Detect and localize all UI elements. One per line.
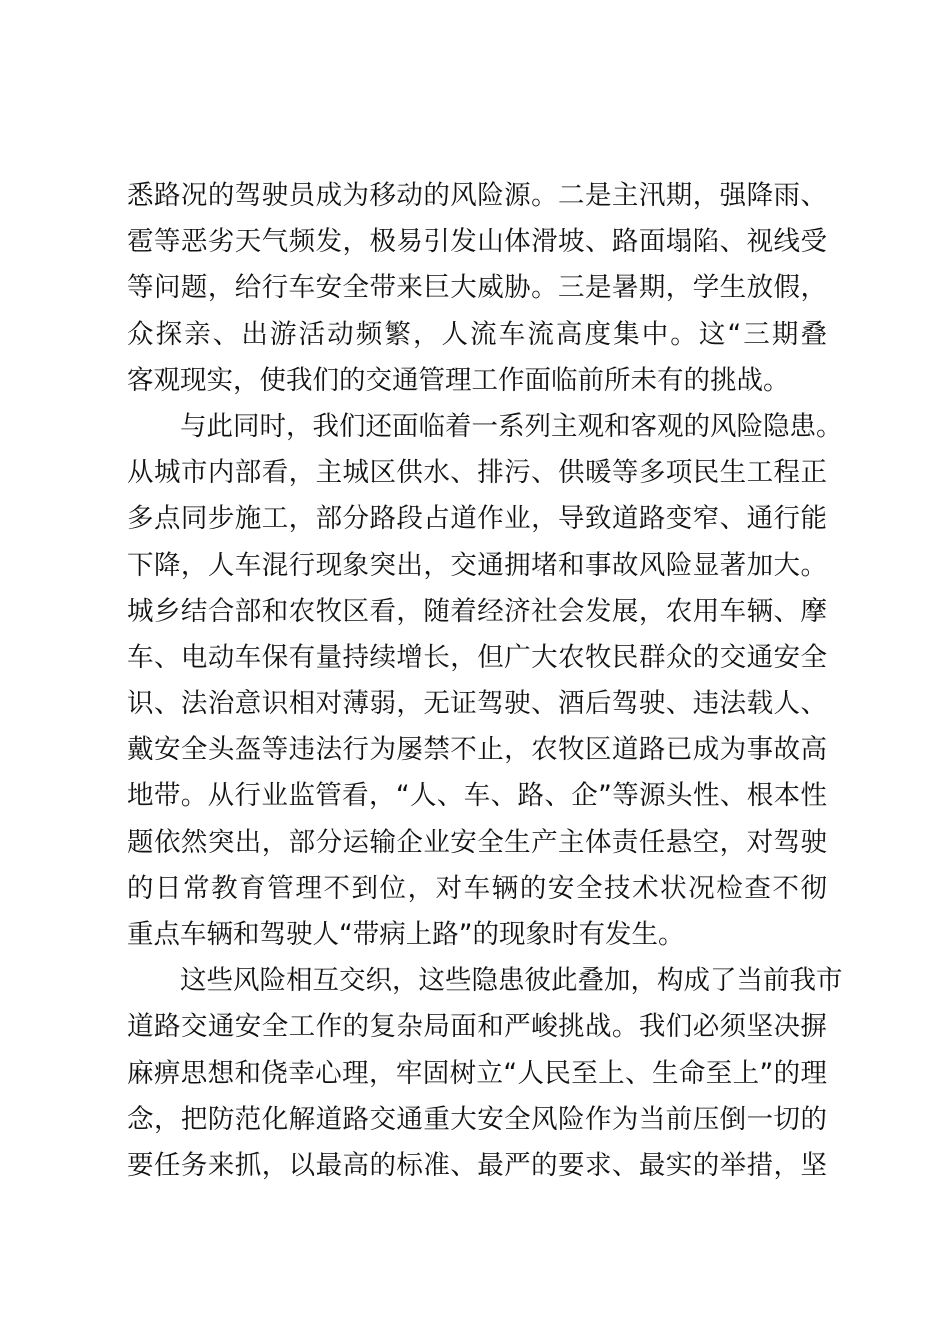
text-line: 悉路况的驾驶员成为移动的风险源。二是主汛期，强降雨、 [127,180,827,211]
text-line: 题依然突出，部分运输企业安全生产主体责任悬空，对驾驶 [127,826,827,858]
text-line: 识、法治意识相对薄弱，无证驾驶、酒后驾驶、违法载人、 [127,688,827,720]
text-line: 的日常教育管理不到位，对车辆的安全技术状况检查不彻 [127,872,827,904]
text-line: 念，把防范化解道路交通重大安全风险作为当前压倒一切的 [127,1103,827,1135]
text-line: 多点同步施工，部分路段占道作业，导致道路变窄、通行能 [127,503,827,535]
text-line: 城乡结合部和农牧区看，随着经济社会发展，农用车辆、摩 [127,595,827,627]
text-line: 地带。从行业监管看，“人、车、路、企”等源头性、根本性 [127,780,827,812]
text-line: 雹等恶劣天气频发，极易引发山体滑坡、路面塌陷、视线受 [127,226,827,258]
text-line: 戴安全头盔等违法行为屡禁不止，农牧区道路已成为事故高 [127,734,827,766]
text-line: 道路交通安全工作的复杂局面和严峻挑战。我们必须坚决摒 [127,1011,827,1043]
text-line: 等问题，给行车安全带来巨大威胁。三是暑期，学生放假， [127,272,827,304]
text-line: 车、电动车保有量持续增长，但广大农牧民群众的交通安全 [127,641,827,673]
text-line: 下降，人车混行现象突出，交通拥堵和事故风险显著加大。 [127,549,827,581]
text-line: 麻痹思想和侥幸心理，牢固树立“人民至上、生命至上”的理 [127,1057,827,1089]
text-line: 重点车辆和驾驶人“带病上路”的现象时有发生。 [127,919,685,950]
text-line: 从城市内部看，主城区供水、排污、供暖等多项民生工程正 [127,457,827,489]
paragraph-start-line: 与此同时，我们还面临着一系列主观和客观的风险隐患。 [180,410,843,442]
text-line: 要任务来抓，以最高的标准、最严的要求、最实的举措，坚 [127,1149,827,1181]
text-line: 众探亲、出游活动频繁，人流车流高度集中。这“三期叠 [127,318,827,350]
paragraph-start-line: 这些风险相互交织，这些隐患彼此叠加，构成了当前我市 [180,965,843,997]
body-text [127,173,843,1189]
text-line: 客观现实，使我们的交通管理工作面临前所未有的挑战。 [127,364,790,396]
